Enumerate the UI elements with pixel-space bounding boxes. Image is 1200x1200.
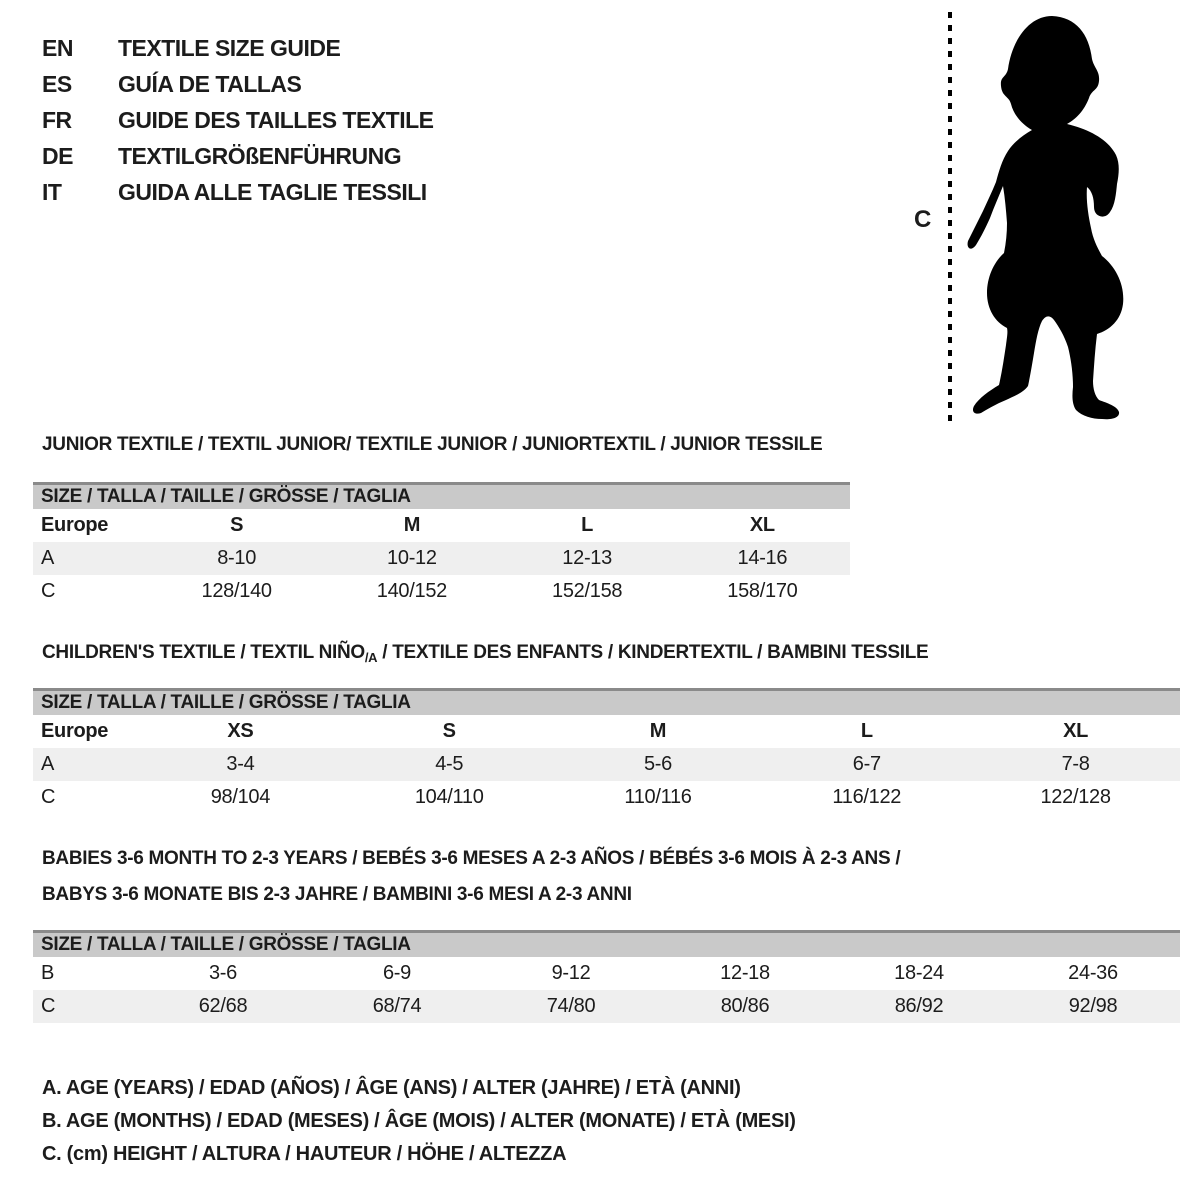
babies-section-title-line2: BABYS 3-6 MONATE BIS 2-3 JAHRE / BAMBINI 3-6 MESI A 2-3 ANNI	[42, 884, 632, 905]
language-label: GUIDA ALLE TAGLIE TESSILI	[118, 178, 427, 205]
language-label: TEXTILGRÖßENFÜHRUNG	[118, 142, 402, 169]
table-cell: 7-8	[1061, 753, 1090, 775]
legend-line-b: B. AGE (MONTHS) / EDAD (MESES) / ÂGE (MOIS) / ALTER (MONATE) / ETÀ (MESI)	[42, 1110, 796, 1132]
table-cell: 8-10	[217, 547, 257, 569]
column-header: M	[403, 514, 421, 536]
language-label: GUIDE DES TAILLES TEXTILE	[118, 106, 434, 133]
language-row-it	[42, 174, 434, 210]
table-row-c	[33, 575, 850, 608]
size-header-bar: SIZE / TALLA / TAILLE / GRÖSSE / TAGLIA	[33, 930, 1180, 957]
language-code: FR	[42, 106, 72, 133]
language-row-fr	[42, 102, 434, 138]
table-cell: 6-9	[382, 962, 411, 984]
measurement-legend	[42, 1072, 796, 1171]
row-label: C	[41, 580, 56, 602]
table-cell: 3-6	[208, 962, 237, 984]
column-header: M	[649, 720, 667, 742]
row-label: B	[41, 962, 55, 984]
babies-section-title-line1: BABIES 3-6 MONTH TO 2-3 YEARS / BEBÉS 3-6 MESES A 2-3 AÑOS / BÉBÉS 3-6 MOIS À 2-3 ANS /	[42, 848, 901, 869]
row-label: C	[41, 786, 56, 808]
table-cell: 80/86	[720, 995, 770, 1017]
table-cell: 9-12	[551, 962, 591, 984]
table-cell: 152/158	[552, 580, 623, 602]
language-code: DE	[42, 142, 73, 169]
table-cell: 158/170	[727, 580, 798, 602]
language-row-de	[42, 138, 434, 174]
junior-section-title: JUNIOR TEXTILE / TEXTIL JUNIOR/ TEXTILE JUNIOR / JUNIORTEXTIL / JUNIOR TESSILE	[42, 434, 823, 455]
height-measure-label: C	[914, 206, 932, 233]
table-row-a	[33, 748, 1180, 781]
column-header: Europe	[41, 720, 109, 742]
row-label: A	[41, 547, 55, 569]
column-header: XS	[227, 720, 254, 742]
legend-line-c: C. (cm) HEIGHT / ALTURA / HAUTEUR / HÖHE / ALTEZZA	[42, 1143, 567, 1165]
junior-size-table	[33, 482, 850, 608]
table-cell: 122/128	[1040, 786, 1111, 808]
column-header: L	[860, 720, 873, 742]
legend-line-a: A. AGE (YEARS) / EDAD (AÑOS) / ÂGE (ANS) / ALTER (JAHRE) / ETÀ (ANNI)	[42, 1077, 741, 1099]
table-cell: 4-5	[435, 753, 464, 775]
language-label: GUÍA DE TALLAS	[118, 70, 302, 97]
table-cell: 98/104	[210, 786, 271, 808]
table-cell: 24-36	[1068, 962, 1118, 984]
table-cell: 10-12	[387, 547, 437, 569]
table-cell: 14-16	[737, 547, 788, 569]
table-cell: 86/92	[894, 995, 944, 1017]
table-cell: 128/140	[201, 580, 272, 602]
table-cell: 3-4	[226, 753, 255, 775]
language-code: EN	[42, 34, 73, 61]
table-row-c	[33, 990, 1180, 1023]
children-title-subscript: /A	[364, 650, 378, 665]
column-header: S	[442, 720, 456, 742]
table-cell: 92/98	[1068, 995, 1118, 1017]
table-cell: 6-7	[852, 753, 881, 775]
table-cell: 104/110	[414, 786, 484, 808]
height-figure	[900, 0, 1160, 430]
table-cell: 110/116	[624, 786, 692, 808]
table-cell: 12-18	[720, 962, 770, 984]
column-header: S	[230, 514, 244, 536]
children-title-main: CHILDREN'S TEXTILE / TEXTIL NIÑO	[42, 642, 365, 663]
column-header: XL	[749, 514, 775, 536]
table-cell: 18-24	[894, 962, 944, 984]
children-section-title	[42, 642, 928, 665]
table-row-a	[33, 542, 850, 575]
height-measure-line	[946, 12, 954, 422]
row-label: C	[41, 995, 56, 1017]
table-cell: 74/80	[546, 995, 596, 1017]
table-cell: 62/68	[198, 995, 248, 1017]
toddler-silhouette-icon	[966, 12, 1136, 422]
language-title-block	[42, 30, 434, 210]
table-cell: 5-6	[643, 753, 672, 775]
column-header: Europe	[41, 514, 109, 536]
children-title-rest: / TEXTILE DES ENFANTS / KINDERTEXTIL / BAMBINI TESSILE	[377, 642, 929, 663]
size-header-bar: SIZE / TALLA / TAILLE / GRÖSSE / TAGLIA	[33, 482, 850, 509]
language-code: ES	[42, 70, 72, 97]
column-header: L	[581, 514, 594, 536]
children-columns-row	[33, 715, 1180, 748]
babies-size-table	[33, 930, 1180, 1023]
language-row-es	[42, 66, 434, 102]
size-header-bar: SIZE / TALLA / TAILLE / GRÖSSE / TAGLIA	[33, 688, 1180, 715]
table-cell: 116/122	[832, 786, 902, 808]
children-size-table	[33, 688, 1180, 814]
row-label: A	[41, 753, 55, 775]
table-cell: 12-13	[562, 547, 612, 569]
table-cell: 140/152	[376, 580, 447, 602]
language-label: TEXTILE SIZE GUIDE	[118, 34, 341, 61]
junior-columns-row	[33, 509, 850, 542]
table-cell: 68/74	[372, 995, 422, 1017]
language-row-en	[42, 30, 434, 66]
column-header: XL	[1063, 720, 1089, 742]
language-code: IT	[42, 178, 62, 205]
table-row-c	[33, 781, 1180, 814]
table-row-b	[33, 957, 1180, 990]
